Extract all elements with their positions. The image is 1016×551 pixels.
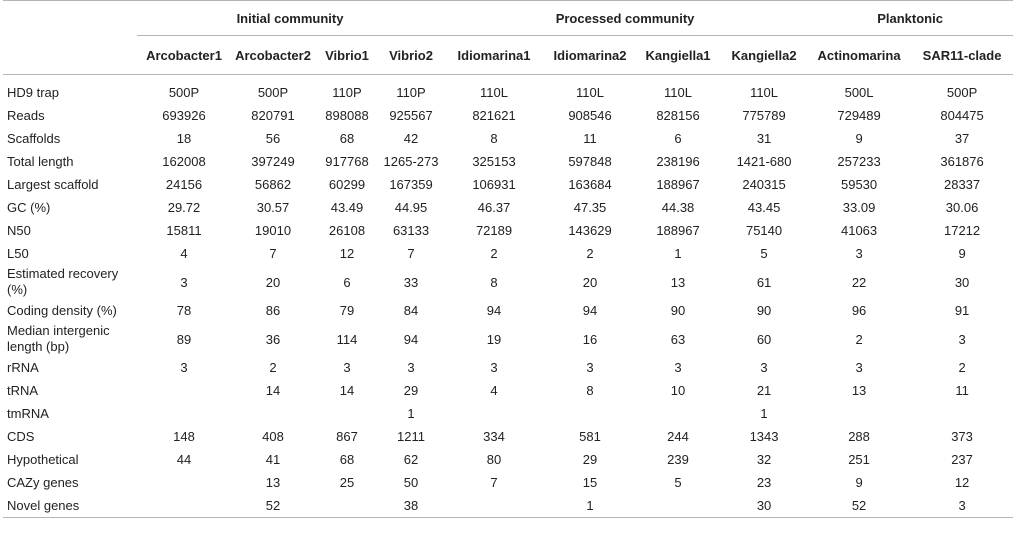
table-cell: 7 [490, 475, 498, 490]
table-cell [443, 402, 545, 425]
table-cell: 12 [339, 246, 355, 261]
table-cell: 2 [586, 246, 594, 261]
table-cell: 15 [582, 475, 598, 490]
table-cell: 238196 [656, 154, 700, 169]
table-cell: 3 [855, 360, 863, 375]
table-row [3, 494, 1013, 518]
table-cell: 23 [756, 475, 772, 490]
table-cell: 581 [579, 429, 601, 444]
table-cell: 52 [807, 494, 911, 518]
table-cell: 94 [486, 303, 502, 318]
row-label: Reads [7, 108, 45, 123]
table-cell: 167359 [389, 177, 433, 192]
table-cell: 50 [403, 475, 419, 490]
table-cell: 1 [760, 406, 768, 421]
table-cell: 110L [576, 85, 605, 100]
row-label: Total length [7, 154, 74, 169]
table-cell: 21 [756, 383, 772, 398]
row-label: Hypothetical [7, 452, 79, 467]
table-cell: 18 [176, 131, 192, 146]
table-cell: 110L [664, 85, 693, 100]
row-label: Scaffolds [7, 131, 61, 146]
table-cell [911, 402, 1013, 425]
group-header-row [3, 1, 1013, 36]
table-cell: 240315 [742, 177, 786, 192]
table-cell: 68 [339, 452, 355, 467]
table-cell: 30.06 [945, 200, 979, 215]
table-row [3, 471, 1013, 494]
table-cell: 397249 [251, 154, 295, 169]
table-cell: 60 [756, 331, 772, 347]
row-label-line: Median intergenic [7, 323, 110, 338]
table-cell: 72189 [475, 223, 513, 238]
table-cell: 3 [760, 360, 768, 375]
table-cell: 2 [855, 331, 863, 347]
table-row [3, 379, 1013, 402]
table-cell [137, 494, 231, 518]
table-cell: 6 [343, 274, 351, 290]
table-cell: 917768 [325, 154, 369, 169]
column-header: Arcobacter1 [137, 36, 231, 75]
table-cell: 63 [670, 331, 686, 347]
table-cell: 163684 [568, 177, 612, 192]
table-cell: 62 [403, 452, 419, 467]
table-row [3, 196, 1013, 219]
table-cell: 5 [674, 475, 682, 490]
table-row [3, 425, 1013, 448]
table-cell: 59530 [840, 177, 878, 192]
table-row [3, 75, 1013, 105]
table-cell: 9 [958, 246, 966, 261]
table-cell: 729489 [837, 108, 881, 123]
table-cell: 821621 [472, 108, 516, 123]
table-cell: 500P [257, 85, 289, 100]
table-cell: 1343 [749, 429, 779, 444]
table-cell [137, 402, 231, 425]
row-label: CAZy genes [7, 475, 79, 490]
table-cell: 29.72 [167, 200, 201, 215]
table-cell: 1211 [397, 429, 425, 444]
row-label: CDS [7, 429, 35, 444]
row-label-line: length (bp) [7, 339, 70, 354]
row-label [3, 322, 137, 356]
table-cell: 143629 [568, 223, 612, 238]
table-cell: 500P [946, 85, 978, 100]
table-row [3, 448, 1013, 471]
table-cell: 110L [480, 85, 509, 100]
row-label: tmRNA [7, 406, 49, 421]
table-cell: 43.49 [330, 200, 364, 215]
row-label-line: (%) [7, 282, 28, 297]
table-cell: 3 [674, 360, 682, 375]
table-cell: 867 [336, 429, 358, 444]
table-cell: 61 [756, 274, 772, 290]
row-label: Largest scaffold [7, 177, 99, 192]
table-cell: 24156 [165, 177, 203, 192]
table-cell: 91 [954, 303, 970, 318]
group-header-empty [3, 1, 137, 36]
table-cell: 1265-273 [383, 154, 439, 169]
table-cell: 33.09 [842, 200, 876, 215]
table-cell: 94 [582, 303, 598, 318]
table-cell: 1 [545, 494, 635, 518]
table-cell: 20 [582, 274, 598, 290]
table-cell: 3 [958, 331, 966, 347]
table-cell: 188967 [656, 177, 700, 192]
table-cell: 30 [721, 494, 807, 518]
table-cell: 373 [951, 429, 973, 444]
table-cell: 7 [269, 246, 277, 261]
table-cell: 20 [265, 274, 281, 290]
table-cell [315, 494, 379, 518]
table-cell: 15811 [166, 223, 202, 238]
table-cell: 5 [760, 246, 768, 261]
table-cell: 41 [265, 452, 281, 467]
table-cell: 29 [582, 452, 598, 467]
table-cell: 75140 [745, 223, 783, 238]
table-row [3, 265, 1013, 299]
group-planktonic: Planktonic [807, 1, 1013, 36]
row-label: rRNA [7, 360, 39, 375]
table-cell: 8 [490, 131, 498, 146]
table-cell: 925567 [389, 108, 433, 123]
table-cell: 56 [265, 131, 281, 146]
table-cell: 33 [403, 274, 419, 290]
table-cell: 60299 [328, 177, 366, 192]
row-label: tRNA [7, 383, 39, 398]
table-row [3, 127, 1013, 150]
table-cell: 9 [855, 475, 863, 490]
column-header: Vibrio2 [379, 36, 443, 75]
table-cell: 3 [343, 360, 351, 375]
table-cell: 11 [955, 383, 969, 398]
table-cell: 13 [851, 383, 867, 398]
column-header-row [3, 36, 1013, 75]
table-cell [137, 471, 231, 494]
table-cell: 96 [851, 303, 867, 318]
table-cell: 44 [176, 452, 192, 467]
table-cell: 19010 [254, 223, 292, 238]
table-cell: 3 [180, 274, 188, 290]
table-cell: 288 [848, 429, 870, 444]
table-cell: 3 [911, 494, 1013, 518]
row-label: GC (%) [7, 200, 51, 215]
table-cell: 14 [339, 383, 355, 398]
row-label: Novel genes [3, 494, 137, 518]
table-row [3, 322, 1013, 356]
group-processed-community: Processed community [443, 1, 807, 36]
table-cell: 110L [750, 85, 779, 100]
column-header: Kangiella1 [635, 36, 721, 75]
table-cell: 188967 [656, 223, 700, 238]
table-cell: 898088 [325, 108, 369, 123]
column-header: SAR11-clade [911, 36, 1013, 75]
table-cell: 828156 [656, 108, 700, 123]
table-cell: 79 [339, 303, 355, 318]
table-cell: 63133 [392, 223, 430, 238]
table-body [3, 75, 1013, 518]
table-cell: 32 [756, 452, 772, 467]
table-cell: 334 [483, 429, 505, 444]
table-cell: 8 [586, 383, 594, 398]
table-cell: 36 [265, 331, 281, 347]
table-row [3, 402, 1013, 425]
table-cell: 3 [586, 360, 594, 375]
table-cell: 78 [176, 303, 192, 318]
table-row [3, 242, 1013, 265]
table-cell: 80 [486, 452, 502, 467]
table-cell: 31 [756, 131, 772, 146]
table-cell: 44.38 [661, 200, 695, 215]
column-header: Vibrio1 [315, 36, 379, 75]
table-cell: 2 [958, 360, 966, 375]
table-cell [315, 402, 379, 425]
table-cell [545, 402, 635, 425]
table-cell [635, 402, 721, 425]
table-cell: 597848 [568, 154, 612, 169]
table-cell: 11 [583, 131, 597, 146]
table-cell: 94 [403, 331, 419, 347]
table-cell: 8 [490, 274, 498, 290]
table-cell: 6 [674, 131, 682, 146]
table-cell: 30.57 [256, 200, 290, 215]
table-cell: 1421-680 [736, 154, 792, 169]
row-label: HD9 trap [7, 85, 60, 100]
table-cell: 89 [176, 331, 192, 347]
table-cell: 361876 [940, 154, 984, 169]
table-cell: 325153 [472, 154, 516, 169]
table-cell: 237 [951, 452, 973, 467]
row-label-line: Estimated recovery [7, 266, 119, 281]
table-cell: 90 [670, 303, 686, 318]
table-cell [137, 379, 231, 402]
column-header-empty [3, 36, 137, 75]
table-cell: 13 [265, 475, 281, 490]
table-cell: 110P [396, 85, 426, 100]
table-cell: 4 [490, 383, 498, 398]
table-cell: 43.45 [747, 200, 781, 215]
column-header: Idiomarina1 [443, 36, 545, 75]
table-cell: 500L [844, 85, 874, 100]
row-label [3, 265, 137, 299]
table-cell: 13 [670, 274, 686, 290]
table-cell: 44.95 [394, 200, 428, 215]
table-cell: 16 [582, 331, 598, 347]
table-cell: 3 [855, 246, 863, 261]
table-cell: 3 [407, 360, 415, 375]
table-cell: 41063 [840, 223, 878, 238]
table-cell: 2 [490, 246, 498, 261]
table-cell: 500P [168, 85, 200, 100]
table-cell: 3 [180, 360, 188, 375]
table-cell: 775789 [742, 108, 786, 123]
table-cell: 37 [954, 131, 970, 146]
table-cell: 106931 [472, 177, 516, 192]
table-cell: 52 [231, 494, 315, 518]
table-cell: 28337 [943, 177, 981, 192]
column-header: Kangiella2 [721, 36, 807, 75]
table-cell: 46.37 [477, 200, 511, 215]
table-cell: 9 [855, 131, 863, 146]
table-cell: 42 [403, 131, 419, 146]
table-cell: 56862 [254, 177, 292, 192]
table-row [3, 219, 1013, 242]
table-cell [635, 494, 721, 518]
table-cell: 84 [403, 303, 419, 318]
table-cell [807, 402, 911, 425]
table-cell: 2 [269, 360, 277, 375]
table-cell: 1 [407, 406, 415, 421]
table-row [3, 150, 1013, 173]
table-row [3, 173, 1013, 196]
genome-stats-table [3, 0, 1013, 518]
table-cell: 804475 [940, 108, 984, 123]
table-cell: 114 [336, 331, 358, 347]
table-cell: 14 [265, 383, 281, 398]
table-cell: 30 [954, 274, 970, 290]
column-header: Arcobacter2 [231, 36, 315, 75]
table-cell: 693926 [162, 108, 206, 123]
column-header: Actinomarina [807, 36, 911, 75]
table-cell: 90 [756, 303, 772, 318]
table-cell: 908546 [568, 108, 612, 123]
table-cell: 29 [403, 383, 419, 398]
row-label: Coding density (%) [7, 303, 117, 318]
table-cell: 22 [851, 274, 867, 290]
table-cell: 244 [667, 429, 689, 444]
table-cell: 7 [407, 246, 415, 261]
table-cell: 110P [332, 85, 362, 100]
table-cell: 257233 [837, 154, 881, 169]
table-cell: 12 [954, 475, 970, 490]
table-cell: 25 [339, 475, 355, 490]
table-row [3, 104, 1013, 127]
table-cell: 408 [262, 429, 284, 444]
table-cell: 251 [848, 452, 870, 467]
group-initial-community: Initial community [137, 1, 443, 36]
table-cell: 38 [379, 494, 443, 518]
table-row [3, 356, 1013, 379]
table-cell [443, 494, 545, 518]
table-cell: 239 [667, 452, 689, 467]
table-cell: 162008 [162, 154, 206, 169]
row-label: N50 [7, 223, 31, 238]
table-cell: 47.35 [573, 200, 607, 215]
table-cell: 19 [486, 331, 502, 347]
table-cell: 4 [180, 246, 188, 261]
table-cell: 17212 [943, 223, 981, 238]
table-cell: 148 [173, 429, 195, 444]
table-row [3, 299, 1013, 322]
table-cell: 68 [339, 131, 355, 146]
row-label: L50 [7, 246, 29, 261]
table-cell: 3 [490, 360, 498, 375]
column-header: Idiomarina2 [545, 36, 635, 75]
table-cell: 26108 [328, 223, 366, 238]
table-cell: 10 [670, 383, 686, 398]
table-cell: 820791 [251, 108, 295, 123]
table-cell: 86 [265, 303, 281, 318]
table-cell: 1 [674, 246, 682, 261]
table-cell [231, 402, 315, 425]
